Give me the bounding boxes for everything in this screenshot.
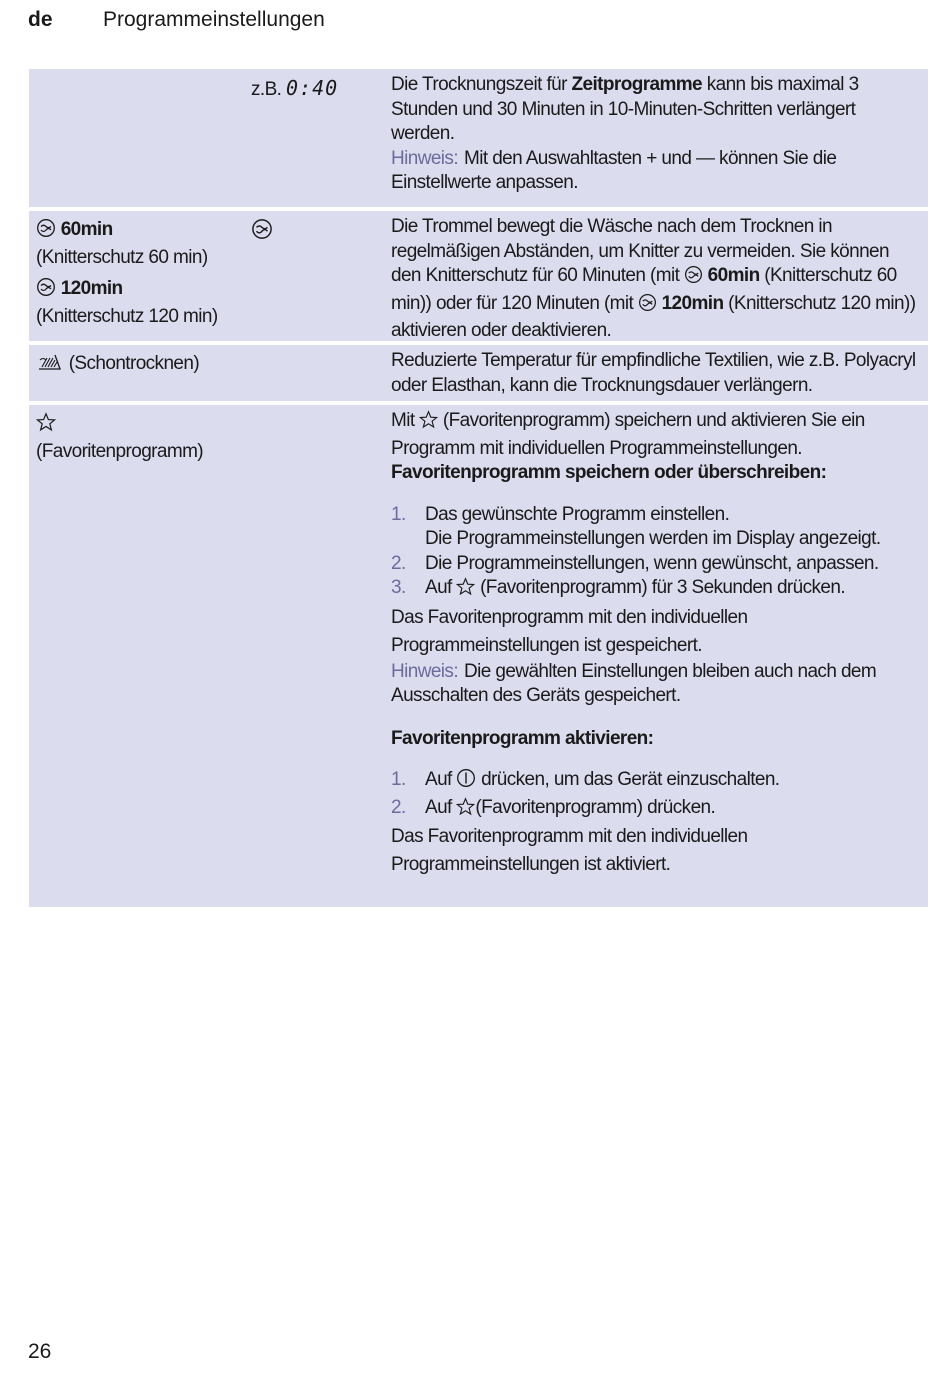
knitterschutz-options bbox=[36, 218, 251, 329]
list-item: 2. Auf (Favoritenprogramm) drücken. bbox=[391, 796, 922, 824]
gentle-dry-icon bbox=[36, 352, 64, 380]
star-outline-icon bbox=[36, 412, 56, 440]
activate-heading: Favoritenprogramm aktivieren: bbox=[391, 727, 654, 749]
example-display bbox=[251, 76, 391, 103]
option-120min: 120min bbox=[60, 278, 123, 299]
option-60min: 60min bbox=[60, 219, 113, 240]
zeit-description: Die Trocknungszeit für Zeitprogramme kann bis maximal 3 Stunden und 30 Minuten in 10-Minuten-Schritten verlängert werden. bbox=[391, 74, 859, 144]
zeit-hint: Hinweis: Mit den Auswahltasten + und — können Sie die Einstellwerte anpassen. bbox=[391, 147, 837, 193]
anti-crease-icon bbox=[36, 277, 56, 305]
list-item: 1. Auf drücken, um das Gerät einzuschalten. bbox=[391, 768, 922, 796]
favorit-hint: Hinweis: Die gewählten Einstellungen bleiben auch nach dem Ausschalten des Geräts gespeichert. bbox=[391, 660, 877, 706]
star-outline-icon bbox=[456, 577, 475, 604]
list-item: 3. Auf (Favoritenprogramm) für 3 Sekunden drücken. bbox=[391, 576, 922, 604]
anti-crease-icon bbox=[251, 218, 273, 245]
language-code: de bbox=[28, 8, 53, 31]
favorit-intro: Mit (Favoritenprogramm) speichern und aktivieren Sie ein Programm mit individuellen Programmeinstellungen. bbox=[391, 410, 865, 459]
minus-symbol: — bbox=[695, 147, 715, 169]
save-result: Das Favoritenprogramm mit den individuellen Programmeinstellungen ist gespeichert. bbox=[391, 606, 748, 656]
activate-steps bbox=[391, 768, 922, 823]
plus-symbol: + bbox=[646, 147, 657, 169]
anti-crease-icon bbox=[638, 293, 657, 320]
save-heading: Favoritenprogramm speichern oder überschreiben: bbox=[391, 462, 827, 483]
page-title: Programmeinstellungen bbox=[103, 8, 325, 31]
knitterschutz-description: Die Trommel bewegt die Wäsche nach dem Trocknen in regelmäßigen Abständen, um Knitter zu vermeiden. Sie können den Knitterschutz für 60 Minuten (mit 60min (Knitterschutz 60 min)) oder für 120 Minuten (mit 120min (Knitterschutz 120 min)) aktivieren oder deaktivieren. bbox=[391, 216, 916, 341]
anti-crease-icon bbox=[684, 265, 703, 292]
table-row-favorit bbox=[29, 405, 928, 907]
activate-result: Das Favoritenprogramm mit den individuellen Programmeinstellungen ist aktiviert. bbox=[391, 826, 748, 875]
option-60min-label: (Knitterschutz 60 min) bbox=[36, 246, 208, 268]
star-outline-icon bbox=[456, 797, 475, 824]
star-outline-icon bbox=[419, 410, 438, 437]
option-120min-label: (Knitterschutz 120 min) bbox=[36, 305, 218, 327]
save-steps bbox=[391, 503, 922, 604]
table-row-zeit bbox=[29, 69, 928, 211]
table-row-schontrocknen bbox=[29, 345, 928, 405]
favorit-label: (Favoritenprogramm) bbox=[36, 412, 251, 464]
schontrocknen-description: Reduzierte Temperatur für empfindliche Textilien, wie z.B. Polyacryl oder Elasthan, kann die Trocknungsdauer verlängern. bbox=[391, 350, 916, 396]
table-row-knitterschutz bbox=[29, 211, 928, 345]
example-prefix: z.B. bbox=[251, 79, 282, 100]
settings-table bbox=[29, 69, 928, 907]
list-item: 1. Das gewünschte Programm einstellen. Die Programmeinstellungen werden im Display angezeigt. bbox=[391, 503, 881, 549]
lcd-time-display: 0:40 bbox=[286, 76, 339, 100]
page-number: 26 bbox=[28, 1340, 52, 1363]
list-item: 2. Die Programmeinstellungen, wenn gewünscht, anpassen. bbox=[391, 552, 879, 574]
knitterschutz-symbol bbox=[251, 218, 391, 245]
anti-crease-icon bbox=[36, 218, 56, 246]
schontrocknen-label: (Schontrocknen) bbox=[36, 352, 251, 380]
power-icon bbox=[456, 768, 476, 796]
